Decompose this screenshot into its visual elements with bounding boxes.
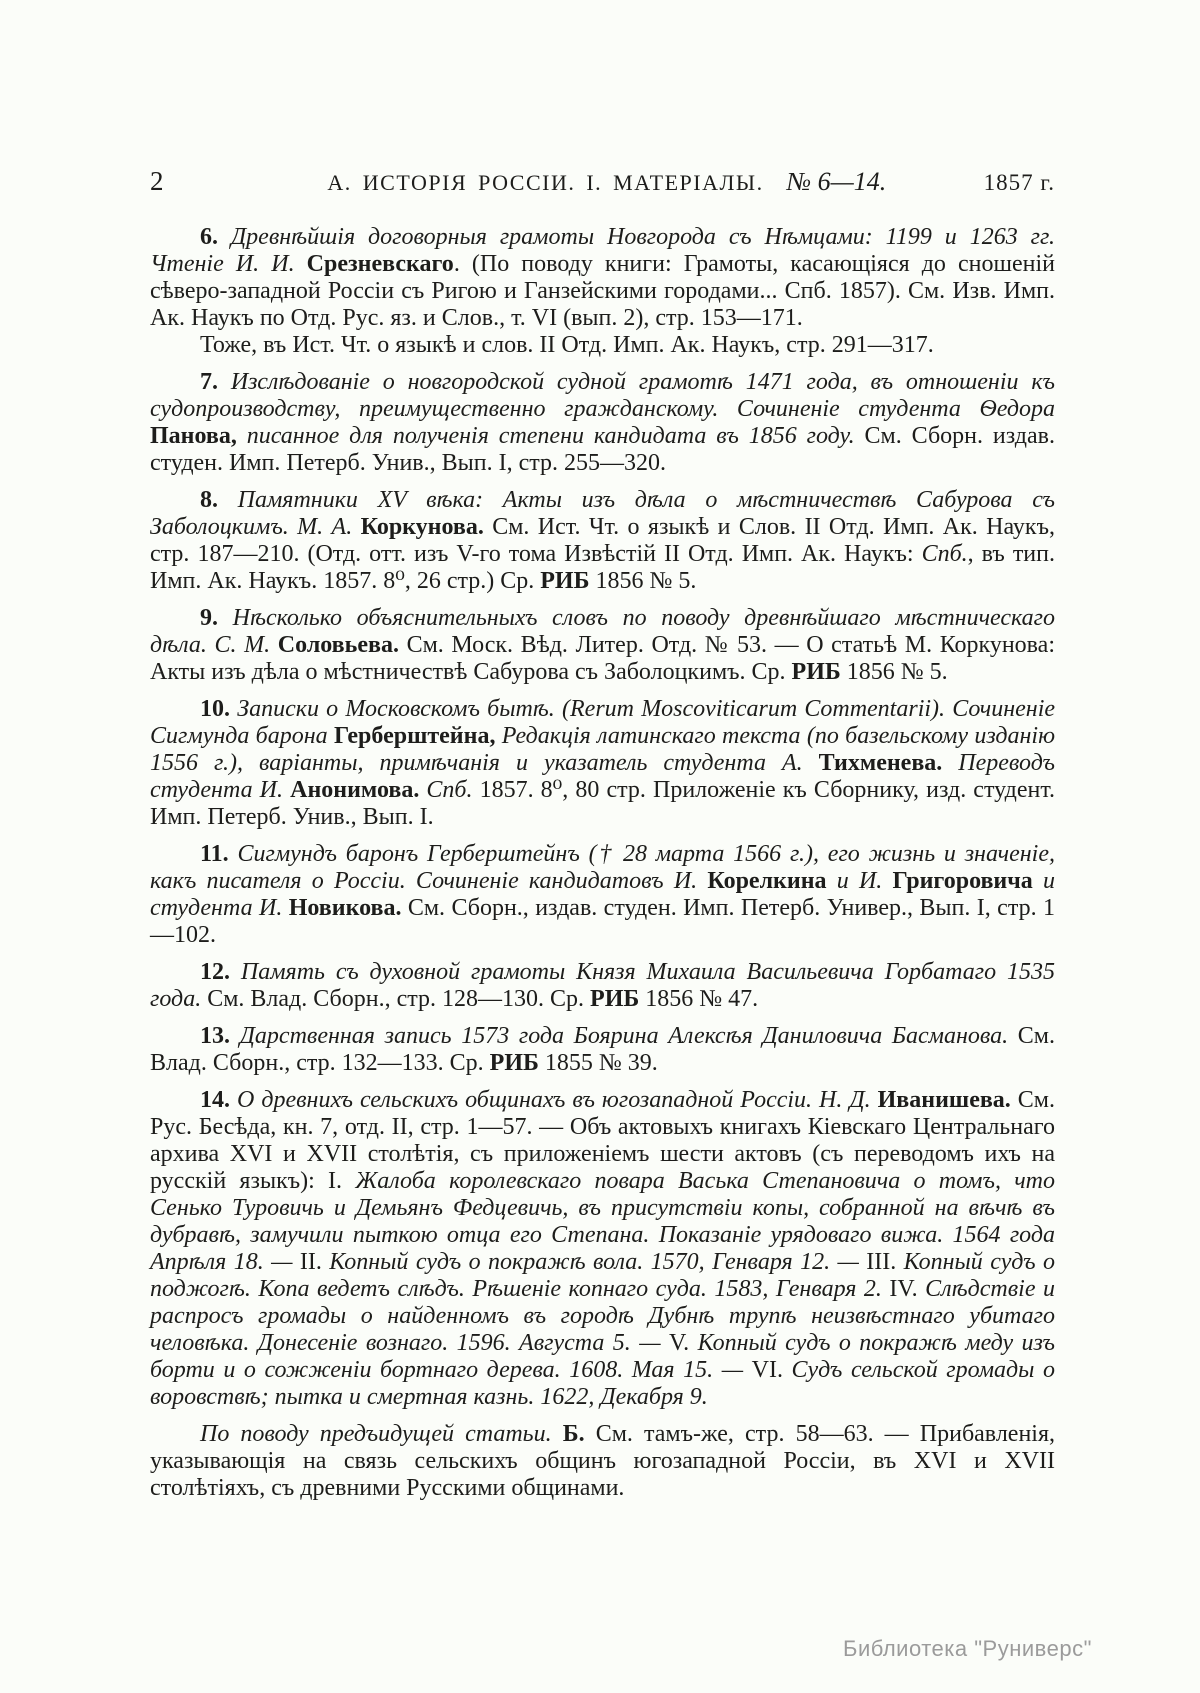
text-run: 1855 № 39. <box>538 1050 658 1076</box>
text-run: 9. <box>200 605 233 631</box>
text-run: 10. <box>200 696 238 722</box>
bibliography-entry <box>150 1087 1055 1411</box>
text-run: Новикова. <box>288 895 402 921</box>
text-run: См. Сборн., издав. студен. Имп. Петерб. Универ., Вып. I, стр. 1—102. <box>150 895 1056 948</box>
bibliography-entry <box>150 487 1055 595</box>
bibliography-entry <box>150 605 1055 686</box>
text-run: Копный судъ о покражѣ меду изъ борти и о сожженіи бортнаго дерева. 1608. Мая 15. — <box>150 1330 1055 1383</box>
text-run: 12. <box>200 959 241 985</box>
text-run: Судъ сельской громады о воровствѣ; пытка и смертная казнь. 1622, Декабря 9. <box>150 1357 1055 1410</box>
text-run: Дарственная запись 1573 года Боярина Алексѣя Даниловича Басманова. <box>239 1023 1009 1049</box>
bibliography-entry <box>150 369 1055 477</box>
text-run: РИБ <box>489 1050 539 1076</box>
bibliography-list <box>150 224 1055 1512</box>
text-run: III. <box>866 1249 897 1275</box>
text-run: писанное для полученія степени кандидата въ 1856 году. <box>236 423 855 449</box>
text-run: См. Влад. Сборн., стр. 128—130. Ср. <box>201 986 591 1012</box>
text-run: Анонимова. <box>290 777 420 803</box>
page-number: 2 <box>150 166 164 196</box>
text-run: Б. <box>562 1421 585 1447</box>
text-run: Григоровича <box>892 868 1033 894</box>
running-title-text: А. ИСТОРІЯ РОССІИ. I. МАТЕРІАЛЫ. <box>327 170 764 195</box>
text-run: РИБ <box>590 986 640 1012</box>
text-run: 14. <box>200 1087 237 1113</box>
bibliography-entry <box>150 1421 1055 1502</box>
text-run: II. <box>299 1249 322 1275</box>
text-run: Спб. <box>921 541 968 567</box>
text-run: Копный судъ о поджогѣ. Копа ведетъ слѣдъ. Рѣшеніе копнаго суда. 1583, Генваря 2. <box>150 1249 1055 1302</box>
text-run: 11. <box>200 841 238 867</box>
text-run: . (По поводу книги: Грамоты, касающіяся до сношеній сѣверо-западной Россіи съ Ригою и Ганзейскими городами... Спб. 1857). См. Изв. Имп. Ак. Наукъ по Отд. Рус. яз. и Слов., т. VI (вып. 2), стр. 153—171. <box>150 251 1056 331</box>
text-run: и студента И. <box>150 868 1055 921</box>
text-run: Соловьева. <box>277 632 399 658</box>
text-run: См. Сборн. издав. студен. Имп. Петерб. Унив., Вып. I, стр. 255—320. <box>150 423 1056 476</box>
text-run: 13. <box>200 1023 240 1049</box>
text-run: Жалоба королевскаго повара Васька Степановича о томъ, что Сенько Туровичь и Демьянъ Федцевичь, въ присутствіи копы, собранной на вѣчѣ въ дубравѣ, замучили пыткою отца его Степана. Показаніе урядоваго вижа. 1564 года Апрѣля 18. — <box>150 1168 1055 1275</box>
text-run: Панова, <box>150 423 237 449</box>
bibliography-entry <box>150 959 1055 1013</box>
text-run: 1856 № 5. <box>840 659 948 685</box>
running-title <box>240 167 974 197</box>
text-run: По поводу предъидущей статьи. <box>200 1421 563 1447</box>
text-run: См. Ист. Чт. о языкѣ и Слов. II Отд. Имп. Ак. Наукъ, стр. 187—210. (Отд. отт. изъ V-го тома Извѣстій II Отд. Имп. Ак. Наукъ: <box>150 514 1055 567</box>
bibliography-entry <box>150 224 1055 332</box>
text-run: Тихменева. <box>818 750 943 776</box>
text-run: См. тамъ-же, стр. 58—63. — Прибавленія, указывающія на связь сельскихъ общинъ югозападной Россіи, въ XVI и XVII столѣтіяхъ, съ древними Русскими общинами. <box>150 1421 1055 1501</box>
year-label: 1857 г. <box>983 170 1055 195</box>
text-run: 6. <box>200 224 231 250</box>
text-run: 1856 № 5. <box>589 568 697 594</box>
text-run: Копный судъ о покражѣ вола. 1570, Генваря 12. — <box>321 1249 867 1275</box>
text-run: РИБ <box>791 659 841 685</box>
text-run: Записки о Московскомъ бытѣ. (Rerum Moscoviticarum Commentarii). Сочиненіе Сигмунда барона <box>150 696 1056 749</box>
text-run: Коркунова. <box>360 514 484 540</box>
issue-range: № 6—14. <box>786 167 887 196</box>
text-run: 1856 № 47. <box>639 986 759 1012</box>
text-run: Срезневскаго <box>306 251 454 277</box>
text-run: 7. <box>200 369 231 395</box>
text-run: , въ тип. Имп. Ак. Наукъ. 1857. 8⁰, 26 стр.) Ср. <box>150 541 1055 594</box>
text-run: Сигмундъ баронъ Герберштейнъ († 28 марта 1566 г.), его жизнь и значеніе, какъ писателя о Россіи. Сочиненіе кандидатовъ И. <box>150 841 1055 894</box>
text-run: Иванишева. <box>877 1087 1011 1113</box>
text-run: Изслѣдованіе о новгородской судной грамотѣ 1471 года, въ отношеніи къ судопроизводству, преимущественно гражданскому. Сочиненіе студента Ѳедора <box>150 369 1056 422</box>
text-run: Тоже, въ Ист. Чт. о языкѣ и слов. II Отд. Имп. Ак. Наукъ, стр. 291—317. <box>200 332 934 358</box>
watermark: Библиотека "Руниверс" <box>843 1636 1092 1661</box>
text-run: Память съ духовной грамоты Князя Михаила Васильевича Горбатаго 1535 года. <box>150 959 1056 1012</box>
bibliography-entry <box>150 696 1055 831</box>
text-run: Памятники XV вѣка: Акты изъ дѣла о мѣстничествѣ Сабурова съ Заболоцкимъ. М. А. <box>150 487 1055 540</box>
text-run: 8. <box>200 487 238 513</box>
text-run: См. Рус. Бесѣда, кн. 7, отд. II, стр. 1—57. — Объ актовыхъ книгахъ Кіевскаго Центральнаго архива XVI и XVII столѣтія, съ приложеніемъ шести актовъ (съ переводомъ ихъ на русскій языкъ): I. <box>150 1087 1055 1194</box>
text-run: РИБ <box>540 568 590 594</box>
text-run: VI. <box>751 1357 783 1383</box>
text-run: IV. <box>889 1276 918 1302</box>
text-run: См. Влад. Сборн., стр. 132—133. Ср. <box>150 1023 1055 1076</box>
text-run: и И. <box>826 868 893 894</box>
bibliography-entry <box>150 1023 1055 1077</box>
text-run: Древнѣйшія договорныя грамоты Новгорода съ Нѣмцами: 1199 и 1263 гг. Чтеніе И. И. <box>150 224 1056 277</box>
text-run: Герберштейна, <box>333 723 496 749</box>
bibliography-entry <box>150 841 1055 949</box>
text-run: V. <box>668 1330 690 1356</box>
text-run: Переводъ студента И. <box>150 750 1055 803</box>
page-header <box>150 166 1055 197</box>
text-run: Спб. <box>419 777 473 803</box>
bibliography-entry <box>150 332 1055 359</box>
text-run: Нѣсколько объяснительныхъ словъ по поводу древнѣйшаго мѣстническаго дѣла. С. М. <box>150 605 1055 658</box>
text-run: Слѣдствіе и распросъ громады о найденномъ въ городѣ Дубнѣ трупѣ неизвѣстнаго убитаго человѣка. Донесеніе вознаго. 1596. Августа 5. — <box>150 1276 1055 1356</box>
text-run: О древнихъ сельскихъ общинахъ въ югозападной Россіи. Н. Д. <box>237 1087 878 1113</box>
text-run: См. Моск. Вѣд. Литер. Отд. № 53. — О статьѣ М. Коркунова: Акты изъ дѣла о мѣстничествѣ Сабурова съ Заболоцкимъ. Ср. <box>150 632 1056 685</box>
text-run: Корелкина <box>707 868 827 894</box>
text-run: 1857. 8⁰, 80 стр. Приложеніе къ Сборнику, изд. студент. Имп. Петерб. Унив., Вып. I. <box>150 777 1056 830</box>
text-run: Редакція латинскаго текста (по базельскому изданію 1556 г.), варіанты, примѣчанія и указатель студента А. <box>150 723 1055 776</box>
